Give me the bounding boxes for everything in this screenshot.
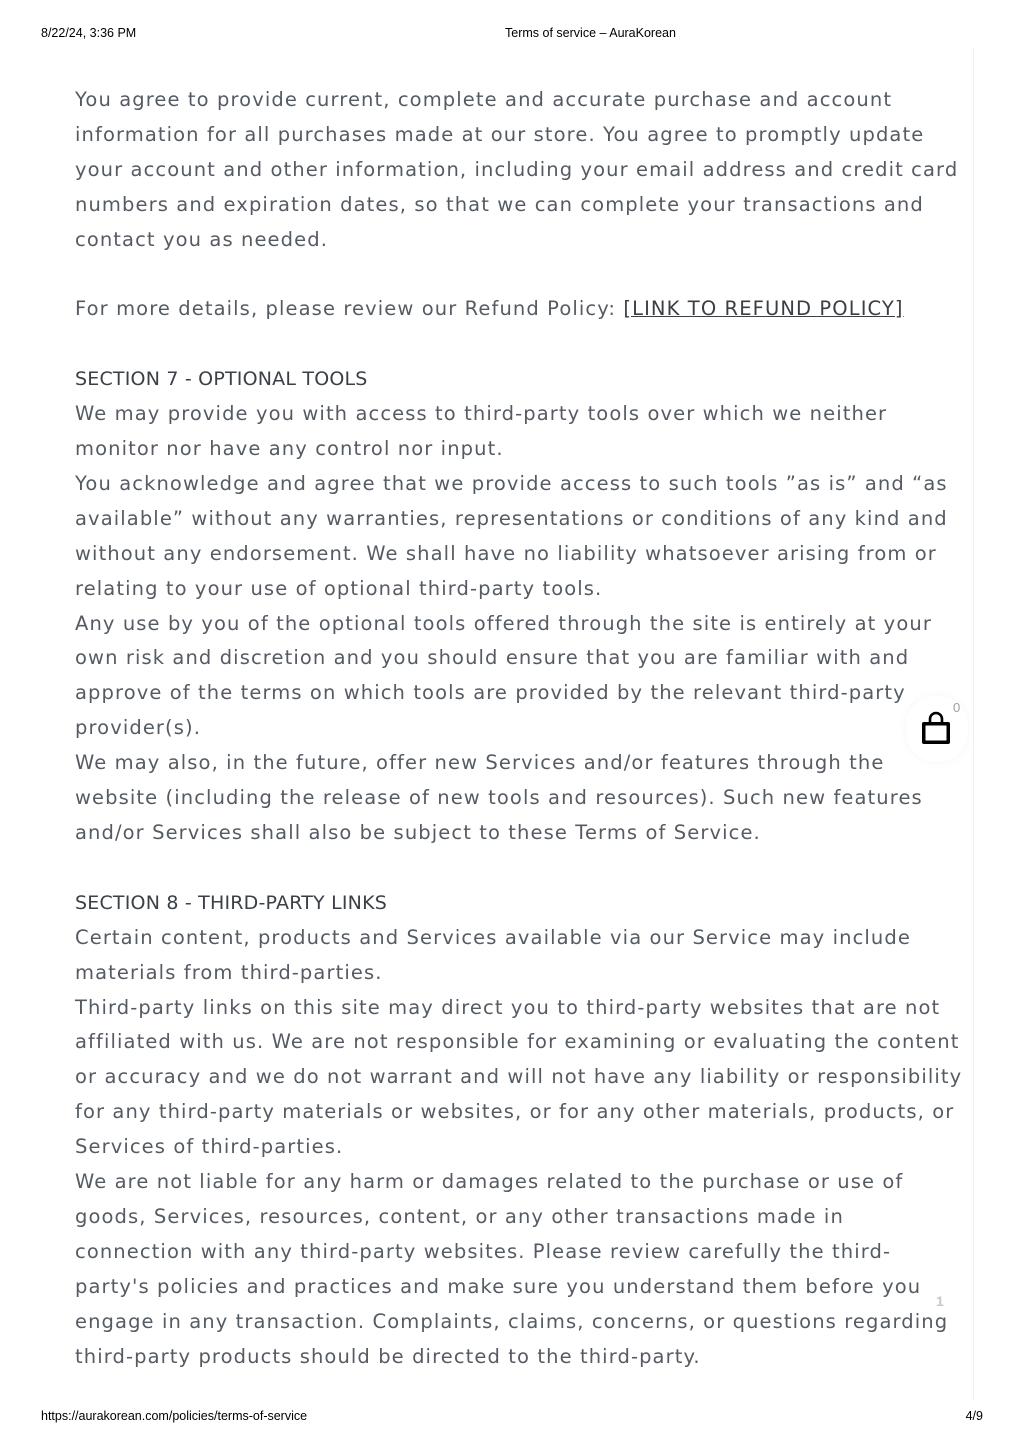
page-marker: 1 — [936, 1293, 944, 1309]
section-8-paragraph: Third-party links on this site may direct you to third-party websites that are not affiliated with us. We are not responsible for examining or evaluating the content or accuracy and we do not warrant and will not have any liability or responsibility for any third-party materials or websites, or for any other materials, products, or Services of third-parties. — [75, 995, 963, 1159]
refund-policy-line — [75, 292, 965, 327]
shopping-bag-icon — [919, 711, 953, 747]
print-header — [0, 26, 1024, 46]
section-7-paragraph: You acknowledge and agree that we provide access to such tools ”as is” and “as available” without any warranties, representations or conditions of any kind and without any endorsement. We shall have no liability whatsoever arising from or relating to your use of optional third-party tools. — [75, 471, 948, 600]
refund-policy-text: For more details, please review our Refund Policy: — [75, 297, 624, 321]
terms-content — [75, 83, 965, 1374]
spacer — [75, 258, 965, 293]
section-8-paragraph: Certain content, products and Services available via our Service may include materials from third-parties. — [75, 925, 911, 984]
print-datetime: 8/22/24, 3:36 PM — [41, 26, 137, 40]
section-7-heading: SECTION 7 - OPTIONAL TOOLS — [75, 368, 368, 391]
section-7-paragraph: Any use by you of the optional tools offered through the site is entirely at your own risk and discretion and you should ensure that you are familiar with and approve of the terms on which tools are provided by the relevant third-party provider(s). — [75, 611, 932, 740]
section-7-paragraph: We may also, in the future, offer new Services and/or features through the website (including the release of new tools and resources). Such new features and/or Services shall also be subject to these Terms of Service. — [75, 751, 923, 844]
cart-count-badge: 0 — [953, 700, 961, 715]
print-page-title: Terms of service – AuraKorean — [505, 26, 676, 40]
print-page-count: 4/9 — [965, 1409, 983, 1423]
section-8-heading: SECTION 8 - THIRD-PARTY LINKS — [75, 891, 387, 914]
spacer — [75, 327, 965, 362]
section-8-paragraph: We are not liable for any harm or damages related to the purchase or use of goods, Services, resources, content, or any other transactions made in connection with any third-party websites. Please review carefully the third-party's policies and practices and make sure you understand them before you engage in any transaction. Complaints, claims, concerns, or questions regarding third-party products should be directed to the third-party. — [75, 1170, 949, 1368]
section-7-paragraph: We may provide you with access to third-party tools over which we neither monitor nor have any control nor input. — [75, 402, 888, 461]
refund-policy-link[interactable]: [LINK TO REFUND POLICY] — [623, 297, 904, 321]
spacer — [75, 851, 965, 886]
print-url: https://aurakorean.com/policies/terms-of-service — [41, 1409, 308, 1423]
intro-paragraph: You agree to provide current, complete and accurate purchase and account information for all purchases made at our store. You agree to promptly update your account and other information, including your email address and credit card numbers and expiration dates, so that we can complete your transactions and contact you as needed. — [75, 88, 959, 251]
cart-button[interactable] — [906, 696, 968, 762]
print-footer — [0, 1409, 1024, 1429]
